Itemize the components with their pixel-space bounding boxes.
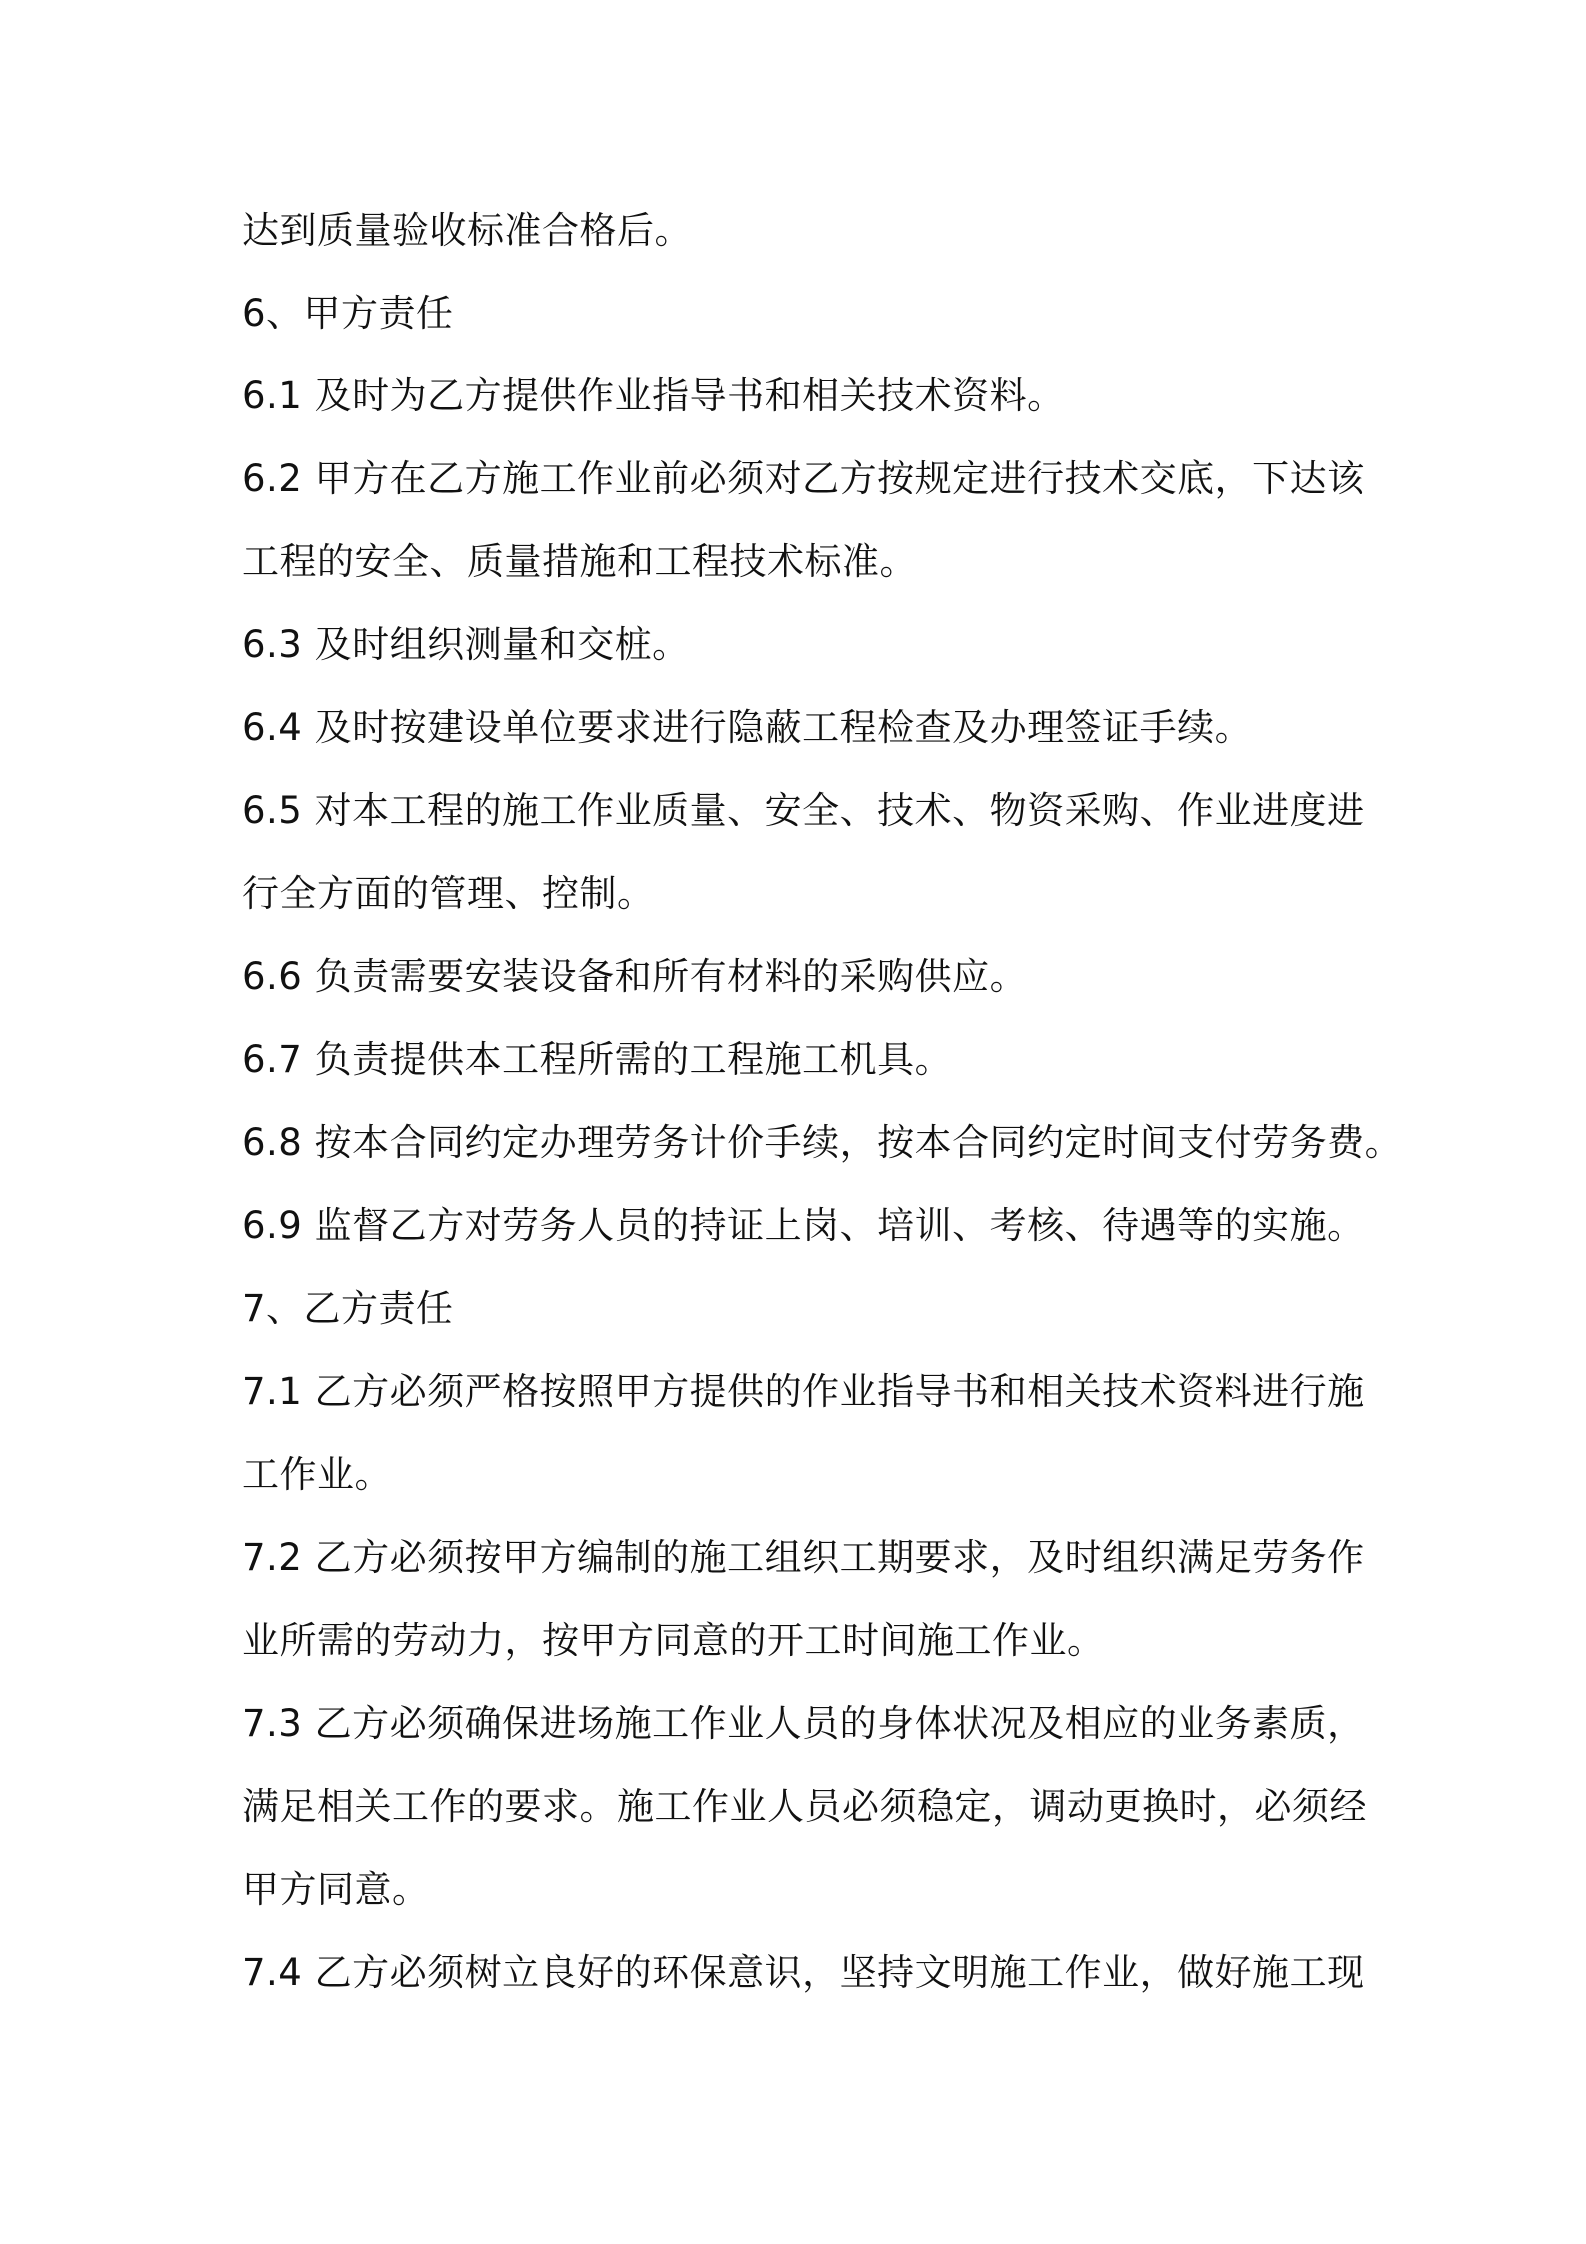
section-heading: 6、甲方责任 (242, 292, 454, 335)
text-line: 7.2 乙方必须按甲方编制的施工组织工期要求，及时组织满足劳务作 (242, 1536, 1365, 1579)
text-line: 甲方同意。 (242, 1868, 430, 1911)
text-line: 7.1 乙方必须严格按照甲方提供的作业指导书和相关技术资料进行施 (242, 1370, 1365, 1413)
text-line: 6.6 负责需要安装设备和所有材料的采购供应。 (242, 955, 1028, 998)
text-line: 工程的安全、质量措施和工程技术标准。 (242, 540, 917, 583)
text-line: 6.3 及时组织测量和交桩。 (242, 623, 690, 666)
text-line: 7.3 乙方必须确保进场施工作业人员的身体状况及相应的业务素质， (242, 1702, 1365, 1745)
text-line: 6.1 及时为乙方提供作业指导书和相关技术资料。 (242, 374, 1065, 417)
text-line: 工作业。 (242, 1453, 392, 1496)
text-line: 6.4 及时按建设单位要求进行隐蔽工程检查及办理签证手续。 (242, 706, 1253, 749)
text-line: 6.2 甲方在乙方施工作业前必须对乙方按规定进行技术交底，下达该 (242, 457, 1365, 500)
text-line: 满足相关工作的要求。施工作业人员必须稳定，调动更换时，必须经 (242, 1785, 1367, 1828)
section-heading: 7、乙方责任 (242, 1287, 454, 1330)
text-line: 6.9 监督乙方对劳务人员的持证上岗、培训、考核、待遇等的实施。 (242, 1204, 1365, 1247)
text-line: 7.4 乙方必须树立良好的环保意识，坚持文明施工作业，做好施工现 (242, 1951, 1365, 1994)
text-line: 6.7 负责提供本工程所需的工程施工机具。 (242, 1038, 953, 1081)
text-line: 达到质量验收标准合格后。 (242, 209, 692, 252)
text-line: 行全方面的管理、控制。 (242, 872, 655, 915)
text-line: 6.8 按本合同约定办理劳务计价手续，按本合同约定时间支付劳务费。 (242, 1121, 1403, 1164)
text-line: 业所需的劳动力，按甲方同意的开工时间施工作业。 (242, 1619, 1105, 1662)
text-line: 6.5 对本工程的施工作业质量、安全、技术、物资采购、作业进度进 (242, 789, 1365, 832)
